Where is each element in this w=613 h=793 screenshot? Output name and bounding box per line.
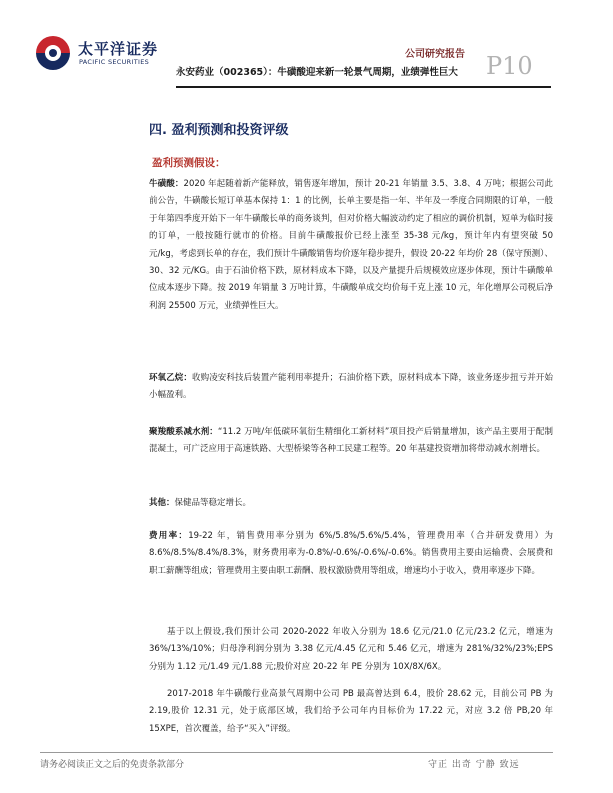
header-divider	[176, 86, 551, 88]
page-header	[0, 0, 613, 90]
paragraph-valuation: 2017-2018 年牛磺酸行业高景气周期中公司 PB 最高曾达到 6.4，股价 28.62 元，目前公司 PB 为 2.19,股价 12.31 元，处于底部区域，我们给予公司年内目标价为 17.22 元，对应 3.2 倍 PB,20 年 15XPE，首次覆盖，给予“买入”评级。	[149, 689, 553, 734]
report-type: 公司研究报告	[405, 49, 465, 60]
section-title: 四. 盈利预测和投资评级	[149, 123, 289, 138]
footer-divider	[40, 752, 553, 753]
paragraph-expense-ratio	[149, 528, 553, 580]
footer-motto: 守正 出奇 宁静 致远	[428, 760, 520, 770]
logo-english-name: PACIFIC SECURITIES	[79, 58, 150, 66]
text-water-reducer: “11.2 万吨/年低碳环氧衍生精细化工新材料”项目投产后销量增加，该产品主要用于配制混凝土，可广泛应用于高速铁路、大型桥梁等各种工民建工程等。20 年基建投资增加将带动减水剂增长。	[149, 427, 553, 455]
logo-mark-icon	[34, 34, 72, 72]
text-other: 保健品等稳定增长。	[174, 498, 252, 508]
paragraph-other	[149, 495, 553, 512]
paragraph-water-reducer	[149, 424, 553, 459]
logo-chinese-name: 太平洋证券	[78, 40, 159, 58]
label-taurine: 牛磺酸：	[149, 179, 184, 189]
footer-disclaimer: 请务必阅读正文之后的免责条款部分	[40, 760, 185, 770]
label-ethylene-oxide: 环氧乙烷：	[149, 373, 192, 383]
label-other: 其他：	[149, 498, 175, 508]
text-ethylene-oxide: 收购凌安科技后装置产能利用率提升；石油价格下跌，原材料成本下降，该业务逐步扭亏并开始小幅盈利。	[149, 373, 553, 401]
text-expense-ratio: 19-22 年，销售费用率分别为 6%/5.8%/5.6%/5.4%，管理费用率（合并研发费用）为 8.6%/8.5%/8.4%/8.3%，财务费用率为-0.8%/-0.6%/-0.6%/-0.6%。销售费用主要由运输费、会展费和职工薪酬等组成；管理费用主要由职工薪酬、股权激励费用等组成，增速均小于收入，费用率逐步下降。	[149, 531, 553, 576]
paragraph-taurine	[149, 176, 553, 315]
section-subtitle: 盈利预测假设：	[152, 157, 226, 169]
text-taurine: 2020 年起随着新产能释放，销售逐年增加，预计 20-21 年销量 3.5、3.8、4 万吨；根据公司此前公告，牛磺酸长短订单基本保持 1：1 的比例，长单主要是指一年、半年及一季度合同期限的订单，一般于年第四季度开始下一年牛磺酸长单的商务谈判，但对价格大幅波动约定了相应的调价机制，短单为临时接的订单，一般按随行就市的价格。目前牛磺酸报价已经上涨至 35-38 元/kg，预计年内有望突破 50 元/kg，考虑到长单的存在，我们预计牛磺酸销售均价逐年稳步提升，假设 20-22 年均价 28（保守预测）、30、32 元/KG。由于石油价格下跌，原材料成本下降，以及产量提升后规模效应逐步体现，预计牛磺酸单位成本逐步下降。按 2019 年销量 3 万吨计算，牛磺酸单成交均价每千克上涨 10 元，年化增厚公司税后净利润 25500 万元，业绩弹性巨大。	[149, 179, 553, 311]
label-water-reducer: 聚羧酸系减水剂：	[149, 427, 218, 437]
pacific-securities-logo	[34, 34, 174, 74]
paragraph-forecast: 基于以上假设,我们预计公司 2020-2022 年收入分别为 18.6 亿元/21.0 亿元/23.2 亿元，增速为 36%/13%/10%；归母净利润分别为 3.38 亿元/4.45 亿元和 5.46 亿元，增速为 281%/32%/23%;EPS 分别为 1.12 元/1.49 元/1.88 元;股价对应 20-22 年 PE 分别为 10X/8X/6X。	[149, 627, 553, 672]
label-expense-ratio: 费用率：	[149, 531, 189, 541]
document-title: 永安药业（002365）：牛磺酸迎来新一轮景气周期，业绩弹性巨大	[176, 67, 458, 78]
page-number: P10	[486, 52, 533, 80]
paragraph-ethylene-oxide	[149, 370, 553, 405]
